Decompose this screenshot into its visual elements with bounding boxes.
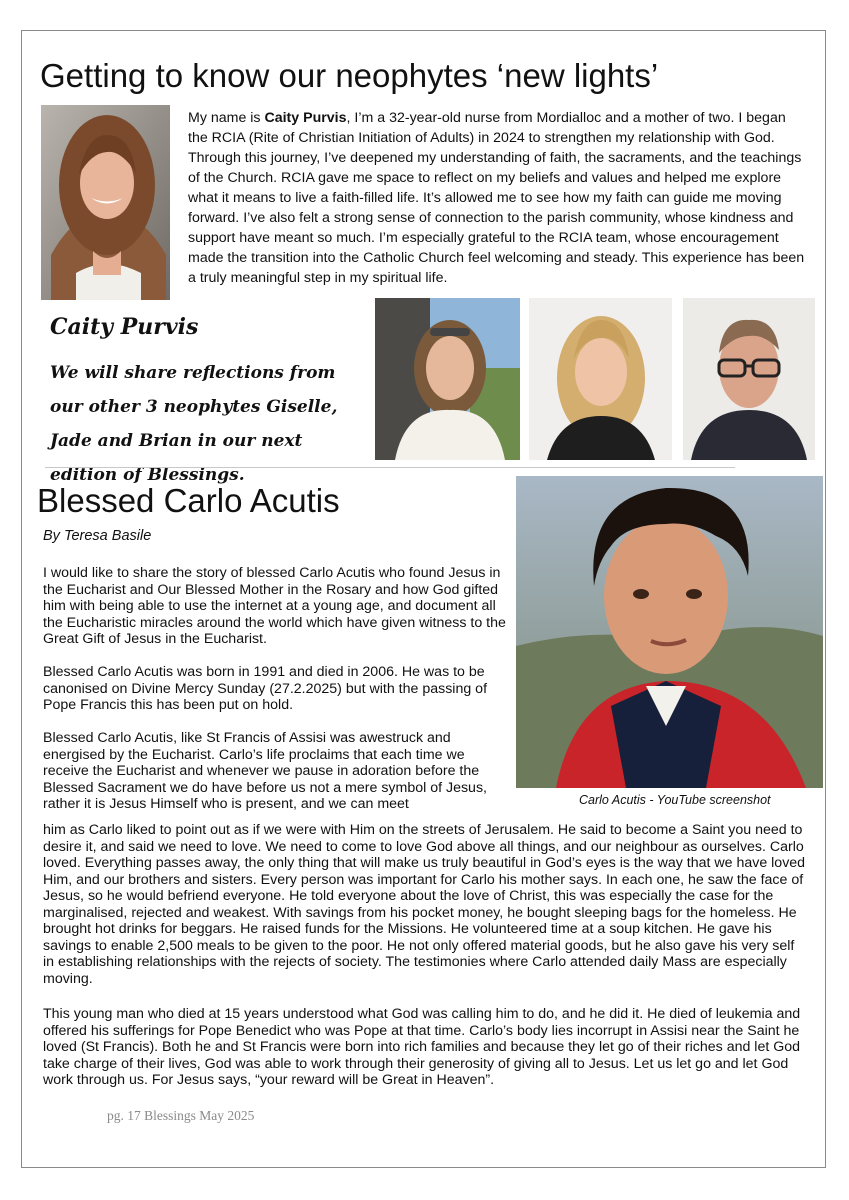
page-footer: pg. 17 Blessings May 2025 [107, 1108, 255, 1123]
neophyte-photo-2 [529, 298, 672, 460]
photo-caption: Carlo Acutis - YouTube screenshot [579, 793, 771, 807]
neophyte-photo-3 [683, 298, 815, 460]
caity-name: Caity Purvis [264, 110, 347, 126]
article-paragraph: Blessed Carlo Acutis was born in 1991 and died in 2006. He was to be canonised on Divine Mercy Sunday (27.2.2025) but with the passing of Pope Francis this has been put on hold. [43, 664, 488, 713]
caity-intro-text: My name is Caity Purvis, I’m a 32-year-old nurse from Mordialloc and a mother of two. I began the RCIA (Rite of Christian Initiation of Adults) in 2024 to strengthen my relationship with God. Through this journey, I’ve deepened my understanding of faith, the sacraments, and the teachings of the Church. RCIA gave me space to reflect on my beliefs and values and helped me explore what it means to live a faith-filled life. It’s allowed me to see how my faith can guide me moving forward. I’ve also felt a strong sense of connection to the parish community, whose kindness and support have meant so much. I’m especially grateful to the RCIA team, whose encouragement made the transition into the Catholic Church feel welcoming and steady. This experience has been a truly meaningful step in my spiritual life. [188, 110, 805, 286]
section-title-neophytes: Getting to know our neophytes ‘new lights’ [40, 57, 659, 94]
section-divider [45, 467, 735, 468]
neophyte-photo-1 [375, 298, 520, 460]
article-paragraph: Blessed Carlo Acutis, like St Francis of Assisi was awestruck and energised by the Eucharist. Carlo’s life proclaims that each time we receive the Eucharist and whenever we pause in adoration before the Blessed Sacrament we do have before us not a mere symbol of Jesus, rather it is Jesus Himself who is present, and we can meet [43, 730, 487, 812]
share-reflections-note: We will share reflections from our other 3 neophytes Giselle, Jade and Brian in our next edition of Blessings. [50, 363, 338, 485]
article-paragraph: This young man who died at 15 years understood what God was calling him to do, and he did it. He died of leukemia and offered his sufferings for Pope Benedict who was Pope at that time. Carlo’s body lies incorrupt in Assisi near the Saint he loved (St Francis). Both he and St Francis were born into rich families and because they let go of their riches and let God take charge of their lives, God was able to work through their generosity of giving all to Jesus. Let us let go and let God work through us. For Jesus says, “your reward will be Great in Heaven”. [43, 1006, 801, 1088]
article-paragraph: I would like to share the story of blessed Carlo Acutis who found Jesus in the Eucharist and Our Blessed Mother in the Rosary and how God gifted him with being able to use the internet at a young age, and document all the Eucharistic miracles around the world which have given witness to the Great Gift of Jesus in the Eucharist. [43, 565, 506, 647]
section-title-carlo: Blessed Carlo Acutis [37, 482, 340, 519]
caity-signature: Caity Purvis [50, 314, 199, 340]
article-paragraph: him as Carlo liked to point out as if we were with Him on the streets of Jerusalem. He said to become a Saint you need to desire it, and said we need to love. We need to come to love God above all things, and our neighbour as ourselves. Carlo loved. Everything passes away, the only thing that will make us truly beautiful in God’s eyes is the way that we have loved Him, and our brothers and sisters. Every person was important for Carlo his mother says. In each one, he saw the face of Jesus, so he would befriend everyone. He told everyone about the love of Christ, this was especially the case for the marginalised, rejected and weakest. With savings from his pocket money, he bought sleeping bags for the homeless. He brought hot drinks for beggars. He raised funds for the Missions. He volunteered time at a soup kitchen. He gave his savings to enable 2,500 meals to be given to the poor. He not only offered material goods, but he also gave his very self in establishing relationships with the rejects of society. The testimonies where Carlo attended daily Mass are especially moving. [43, 822, 806, 987]
article-byline: By Teresa Basile [43, 528, 152, 544]
caity-portrait-photo [41, 105, 170, 300]
carlo-acutis-photo [516, 476, 823, 788]
